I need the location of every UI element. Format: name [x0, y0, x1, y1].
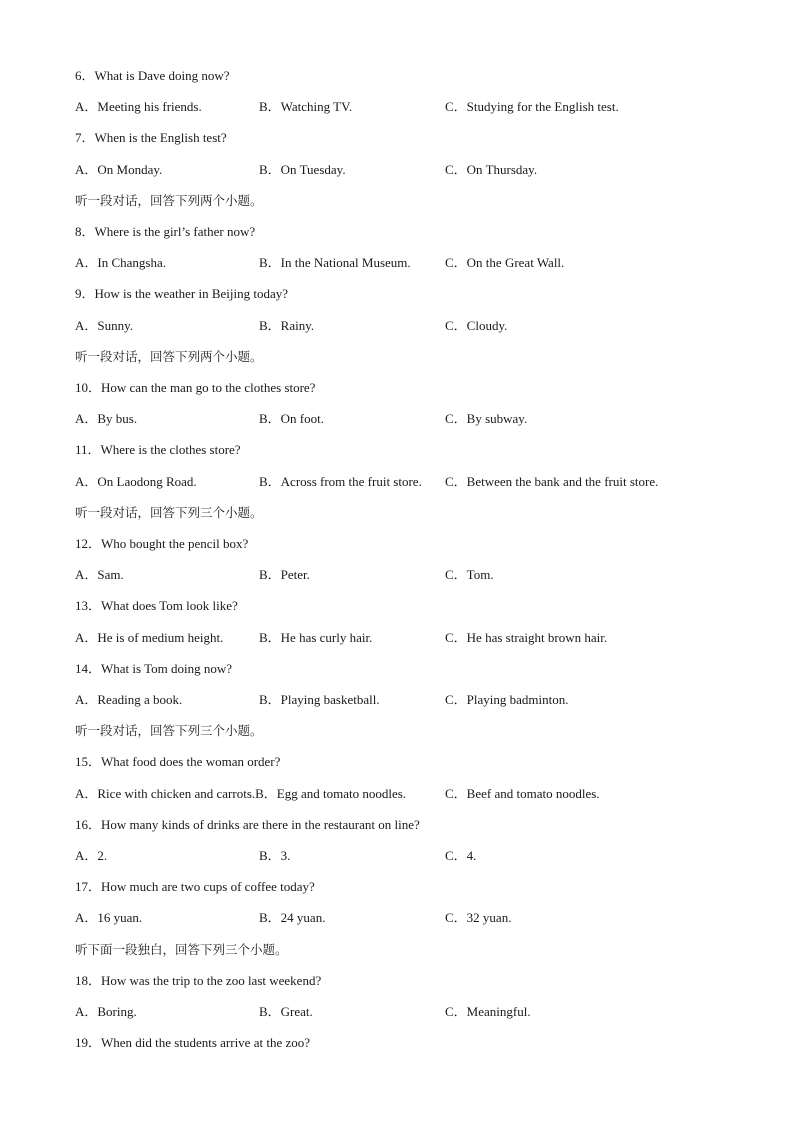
- option-b: B．Playing basketball.: [259, 692, 380, 707]
- question-text: 8．Where is the girl’s father now?: [75, 224, 256, 239]
- option-b: B．On foot.: [259, 411, 325, 427]
- option-c: C．Between the bank and the fruit store.: [445, 473, 659, 489]
- option-c: C．He has straight brown hair.: [445, 629, 608, 645]
- option-a: A．Boring.: [75, 1004, 137, 1019]
- section-instruction: 听一段对话，回答下列两个小题。: [75, 348, 263, 364]
- option-a: A．By bus.: [75, 411, 138, 427]
- question-text: 12．Who bought the pencil box?: [75, 536, 249, 551]
- section-instruction: 听一段对话，回答下列三个小题。: [75, 723, 263, 739]
- option-b: B．On Tuesday.: [259, 161, 346, 177]
- option-a: A．On Monday.: [75, 161, 163, 177]
- option-b: B．3.: [259, 848, 291, 863]
- option-a: A．Reading a book.: [75, 692, 183, 707]
- option-b: B．Great.: [259, 1004, 313, 1019]
- option-c: C．By subway.: [445, 411, 528, 427]
- option-b: B．In the National Museum.: [259, 255, 411, 271]
- question-text: 13．What does Tom look like?: [75, 598, 238, 614]
- answer-options: [75, 690, 775, 710]
- option-b: B．Rainy.: [259, 317, 315, 333]
- option-a: A．Sunny.: [75, 317, 134, 333]
- answer-options: [75, 160, 775, 180]
- answer-options: [75, 784, 775, 804]
- option-c: C．4.: [445, 848, 477, 863]
- answer-options: [75, 565, 775, 585]
- question-text: 14．What is Tom doing now?: [75, 660, 233, 676]
- option-b: B．He has curly hair.: [259, 629, 373, 645]
- option-a: A．Meeting his friends.: [75, 99, 202, 115]
- option-a: A．He is of medium height.: [75, 629, 224, 645]
- option-a: A．16 yuan.: [75, 910, 143, 926]
- option-c: C．Beef and tomato noodles.: [445, 785, 600, 801]
- question-text: 6．What is Dave doing now?: [75, 68, 230, 83]
- option-c: C．Cloudy.: [445, 317, 508, 333]
- option-c: C．32 yuan.: [445, 910, 512, 926]
- question-text: 16．How many kinds of drinks are there in the restaurant on line?: [75, 816, 420, 832]
- question-text: 17．How much are two cups of coffee today?: [75, 879, 315, 895]
- answer-options: [75, 409, 775, 429]
- section-instruction: 听一段对话，回答下列两个小题。: [75, 192, 263, 208]
- answer-options: [75, 472, 775, 492]
- option-c: C．Meaningful.: [445, 1004, 531, 1019]
- option-c: C．On Thursday.: [445, 161, 538, 177]
- question-text: 10．How can the man go to the clothes store?: [75, 380, 316, 395]
- option-b: B．Across from the fruit store.: [259, 473, 422, 489]
- option-a: A．Rice with chicken and carrots.B．Egg and tomato noodles.: [75, 785, 407, 801]
- question-text: 15．What food does the woman order?: [75, 754, 281, 770]
- section-instruction: 听一段对话，回答下列三个小题。: [75, 504, 263, 520]
- section-instruction: 听下面一段独白，回答下列三个小题。: [75, 941, 288, 957]
- option-c: C．On the Great Wall.: [445, 255, 565, 271]
- answer-options: [75, 1002, 775, 1022]
- answer-options: [75, 628, 775, 648]
- answer-options: [75, 846, 775, 866]
- option-a: A．In Changsha.: [75, 255, 166, 271]
- answer-options: [75, 97, 775, 117]
- option-b: B．Watching TV.: [259, 99, 353, 115]
- option-a: A．Sam.: [75, 567, 124, 583]
- answer-options: [75, 253, 775, 273]
- question-text: 7．When is the English test?: [75, 130, 227, 146]
- answer-options: [75, 316, 775, 336]
- option-c: C．Tom.: [445, 567, 494, 583]
- answer-options: [75, 908, 775, 928]
- option-a: A．2.: [75, 848, 108, 863]
- option-c: C．Playing badminton.: [445, 692, 569, 707]
- option-c: C．Studying for the English test.: [445, 99, 619, 115]
- question-text: 11．Where is the clothes store?: [75, 442, 241, 458]
- question-text: 9．How is the weather in Beijing today?: [75, 286, 289, 302]
- option-b: B．24 yuan.: [259, 910, 326, 926]
- option-a: A．On Laodong Road.: [75, 473, 197, 489]
- question-text: 19．When did the students arrive at the zoo?: [75, 1035, 311, 1051]
- option-b: B．Peter.: [259, 567, 310, 583]
- question-text: 18．How was the trip to the zoo last weekend?: [75, 972, 322, 988]
